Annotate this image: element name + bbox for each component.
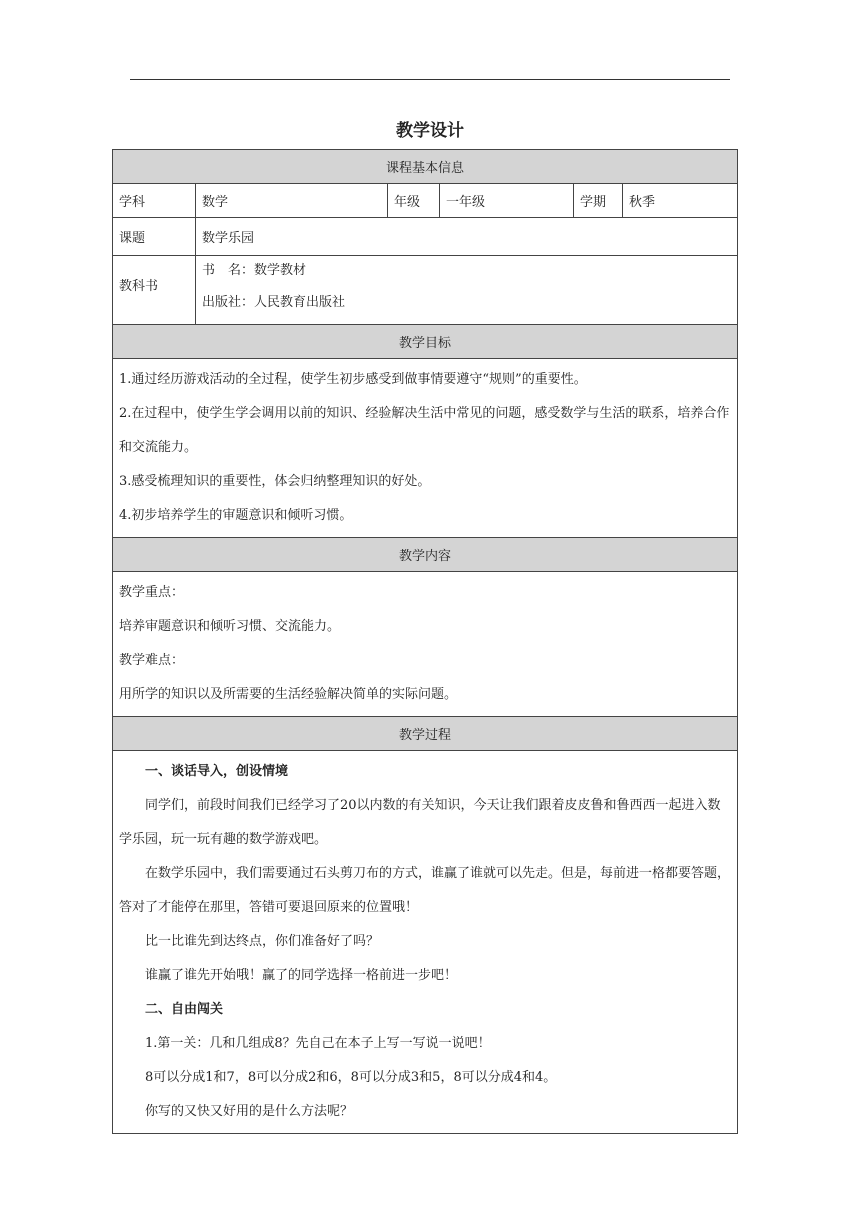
subject-row — [113, 184, 738, 218]
process-heading-2: 二、自由闯关 — [145, 1002, 224, 1017]
basic-info-header: 课程基本信息 — [113, 150, 738, 184]
topic-label: 课题 — [113, 218, 196, 256]
textbook-row — [113, 256, 738, 325]
process-header: 教学过程 — [113, 717, 738, 751]
process-heading-1: 一、谈话导入，创设情境 — [145, 764, 289, 779]
process-paragraph-5: 1.第一关：几和几组成8？先自己在本子上写一写说一说吧！ — [145, 1036, 491, 1051]
textbook-details — [196, 256, 738, 325]
publisher-line: 出版社：人民教育出版社 — [202, 294, 346, 310]
process-paragraph-3: 比一比谁先到达终点，你们准备好了吗？ — [145, 934, 380, 949]
term-value: 秋季 — [623, 184, 738, 218]
topic-value: 数学乐园 — [196, 218, 738, 256]
topic-row — [113, 218, 738, 256]
process-paragraph-1: 同学们，前段时间我们已经学习了20以内数的有关知识，今天让我们跟着皮皮鲁和鲁西西一起进入数学乐园，玩一玩有趣的数学游戏吧。 — [119, 798, 721, 847]
grade-value: 一年级 — [440, 184, 574, 218]
lesson-design-table — [112, 149, 738, 1134]
key-point-label: 教学重点： — [119, 585, 185, 600]
textbook-label — [113, 256, 196, 325]
subject-value: 数学 — [196, 184, 388, 218]
header-rule — [130, 79, 730, 80]
process-paragraph-2: 在数学乐园中，我们需要通过石头剪刀布的方式，谁赢了谁就可以先走。但是，每前进一格都要答题，答对了才能停在那里，答错可要退回原来的位置哦！ — [119, 866, 731, 915]
document-title: 教学设计 — [396, 121, 464, 141]
difficult-point-label: 教学难点： — [119, 653, 185, 668]
content-header-row — [113, 538, 738, 572]
textbook-label-text: 教科书 — [119, 278, 159, 294]
objective-item-2: 2.在过程中，使学生学会调用以前的知识、经验解决生活中常见的问题，感受数学与生活的联系，培养合作和交流能力。 — [119, 406, 730, 455]
key-point-text: 培养审题意识和倾听习惯、交流能力。 — [119, 619, 341, 634]
content-header: 教学内容 — [113, 538, 738, 572]
process-paragraph-6: 8可以分成1和7，8可以分成2和6，8可以分成3和5，8可以分成4和4。 — [145, 1070, 557, 1085]
book-name-line: 书 名：数学教材 — [202, 262, 307, 278]
objective-item-4: 4.初步培养学生的审题意识和倾听习惯。 — [119, 508, 353, 523]
process-body — [113, 751, 738, 1134]
subject-label: 学科 — [113, 184, 196, 218]
basic-info-header-row — [113, 150, 738, 184]
objective-item-3: 3.感受梳理知识的重要性，体会归纳整理知识的好处。 — [119, 474, 431, 489]
content-row — [113, 572, 738, 717]
objectives-row — [113, 359, 738, 538]
objectives-body — [113, 359, 738, 538]
process-paragraph-4: 谁赢了谁先开始哦！赢了的同学选择一格前进一步吧！ — [145, 968, 458, 983]
objectives-header: 教学目标 — [113, 325, 738, 359]
difficult-point-text: 用所学的知识以及所需要的生活经验解决简单的实际问题。 — [119, 687, 458, 702]
grade-label: 年级 — [388, 184, 440, 218]
process-row — [113, 751, 738, 1134]
process-header-row — [113, 717, 738, 751]
process-paragraph-7: 你写的又快又好用的是什么方法呢？ — [145, 1104, 354, 1119]
term-label: 学期 — [574, 184, 623, 218]
objective-item-1: 1.通过经历游戏活动的全过程，使学生初步感受到做事情要遵守“规则”的重要性。 — [119, 372, 587, 387]
content-body — [113, 572, 738, 717]
objectives-header-row — [113, 325, 738, 359]
